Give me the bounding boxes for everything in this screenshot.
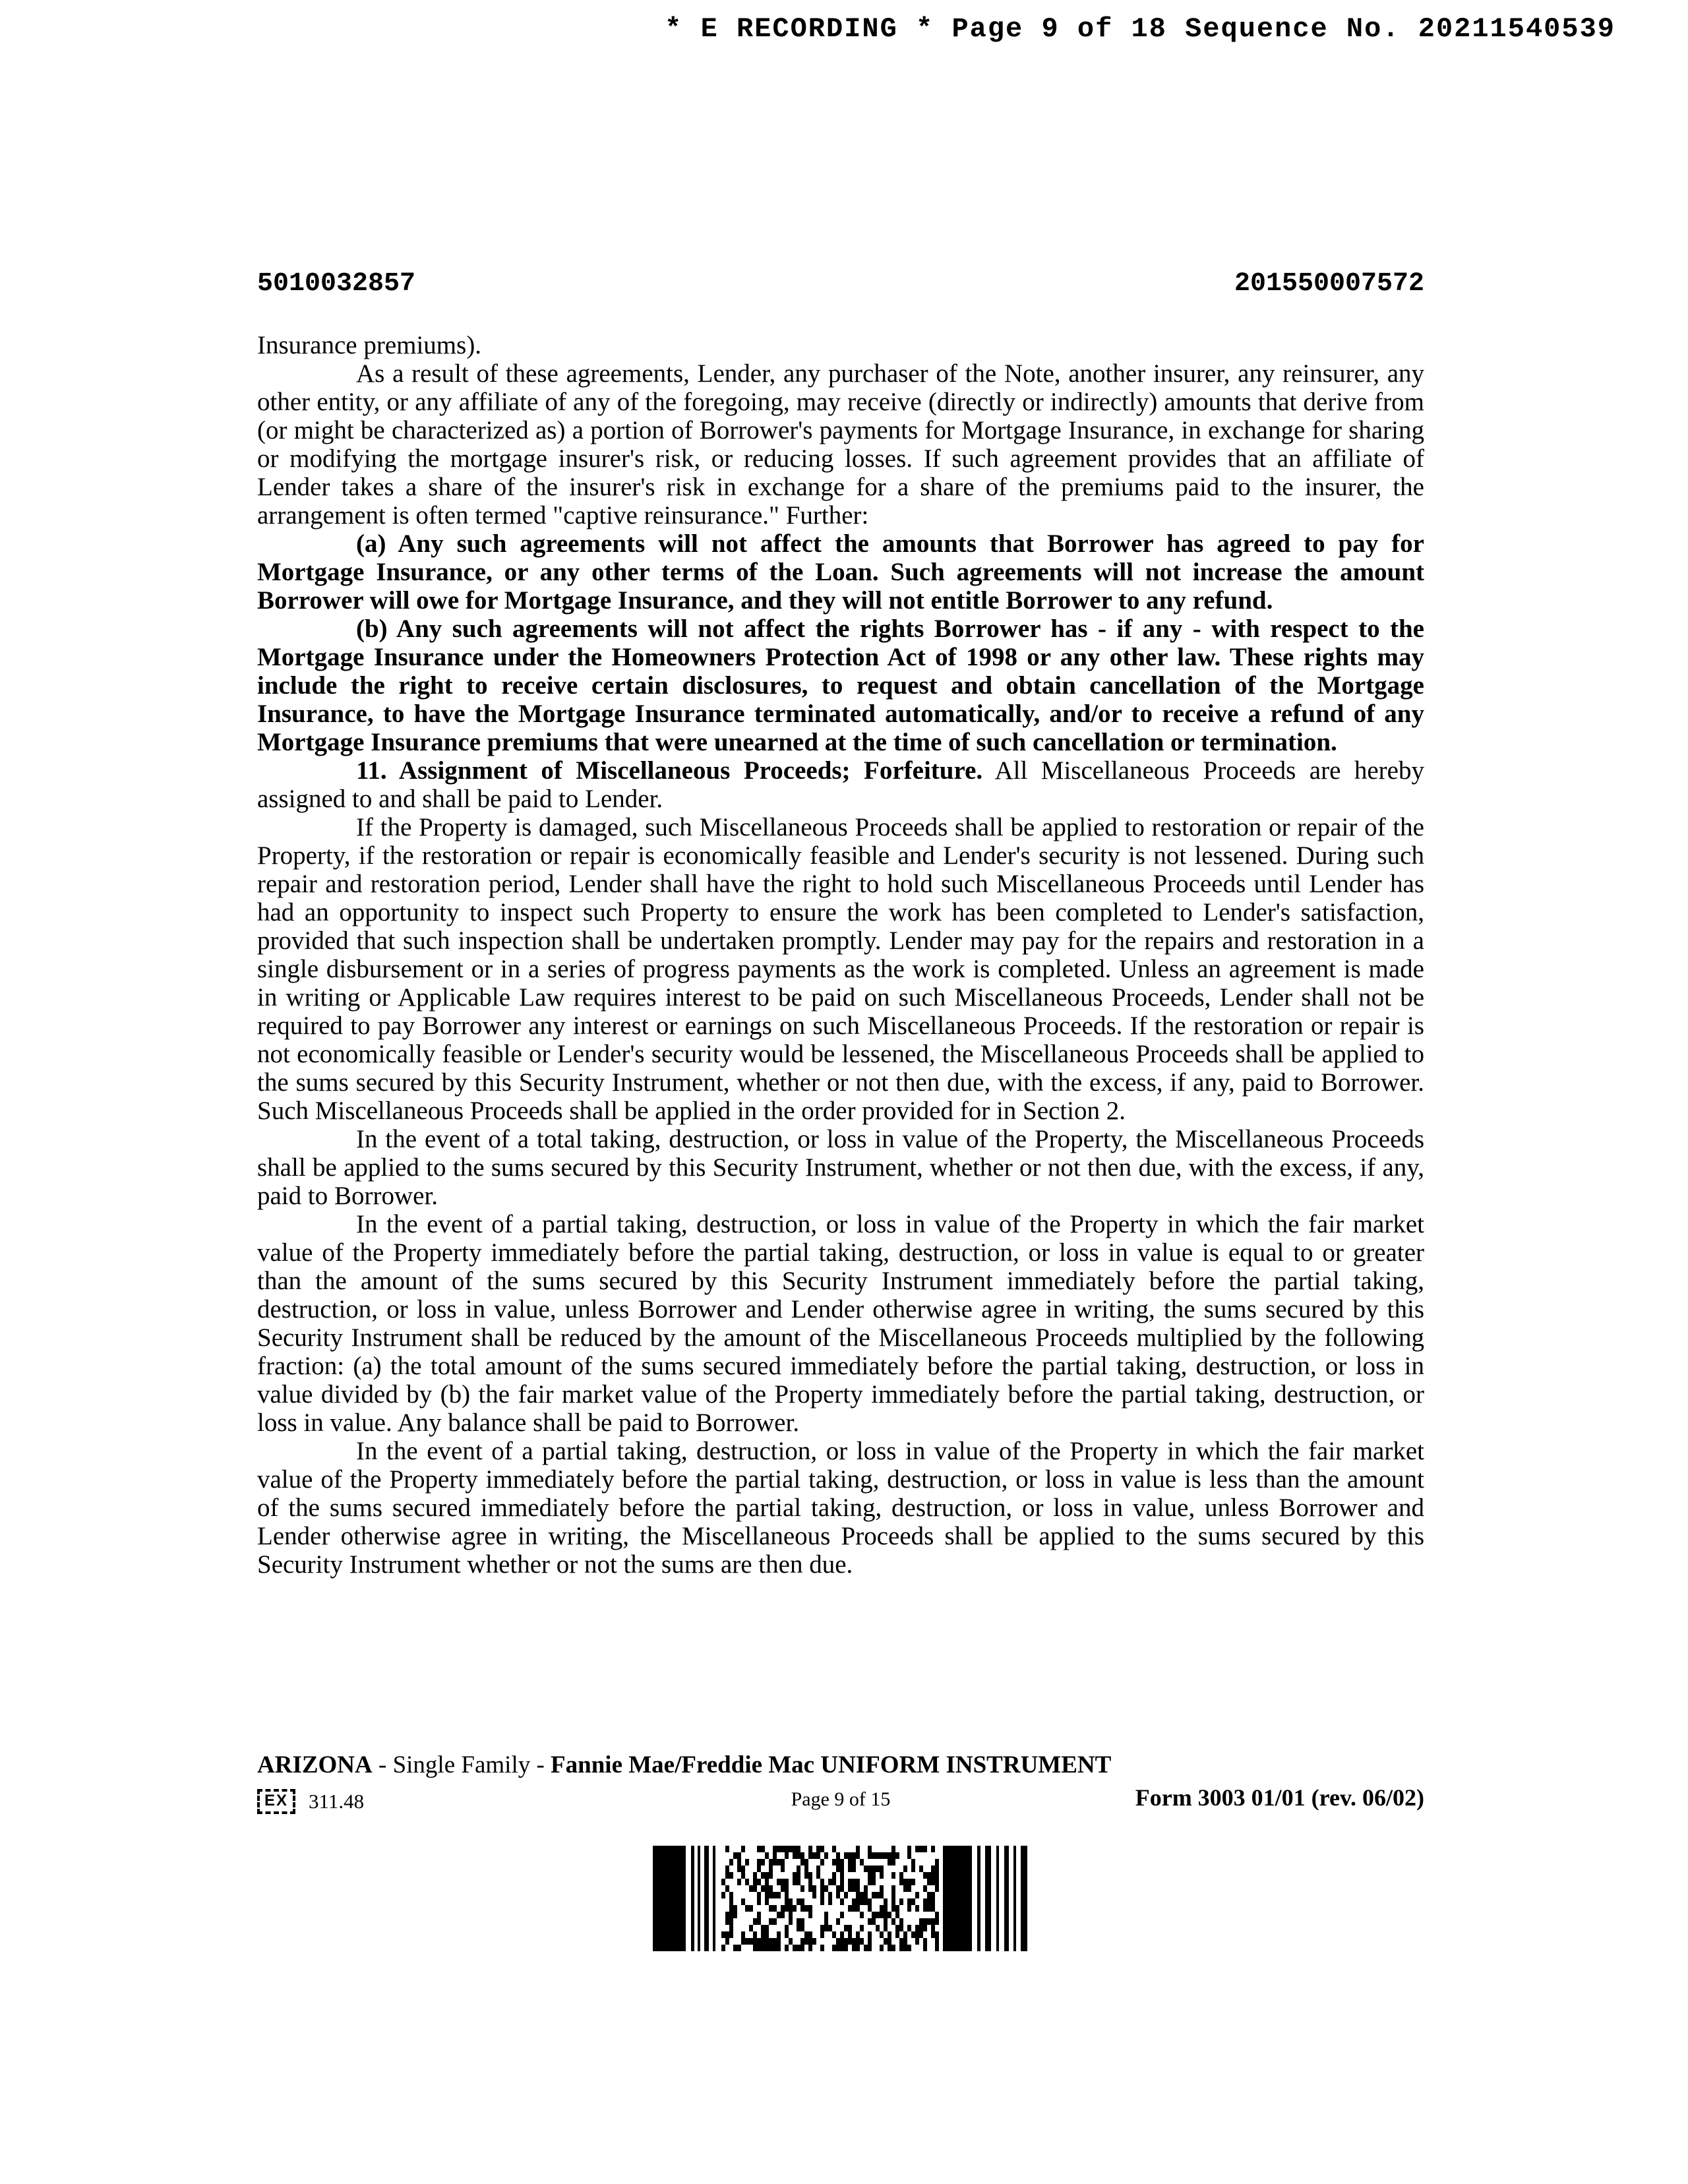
uniform-instrument-label: Fannie Mae/Freddie Mac UNIFORM INSTRUMENT — [551, 1751, 1112, 1778]
page-number-label: Page 9 of 15 — [791, 1788, 891, 1810]
sequence-barcode — [653, 1846, 1029, 1951]
paragraph-continuation: Insurance premiums). — [257, 331, 482, 359]
ex-logo-icon: EX — [257, 1789, 295, 1814]
barcode-container — [257, 1846, 1424, 1951]
paragraph-section-11 — [257, 756, 1424, 813]
document-code: 311.48 — [309, 1790, 365, 1813]
e-recording-header: * E RECORDING * Page 9 of 18 Sequence No. 20211540539 — [665, 13, 1615, 45]
instrument-title-line — [257, 1751, 1424, 1779]
document-footer — [257, 1751, 1424, 1951]
form-number-label: Form 3003 01/01 (rev. 06/02) — [1135, 1784, 1424, 1811]
single-family-label: - Single Family - — [372, 1751, 551, 1778]
document-body — [257, 331, 1424, 1579]
reference-number-row — [257, 270, 1424, 298]
form-info-line — [257, 1786, 1424, 1814]
right-reference-number: 201550007572 — [1234, 269, 1424, 299]
paragraph-clause-a: (a) Any such agreements will not affect the amounts that Borrower has agreed to pay for Mortgage Insurance, or any other terms of the Loan. Such agreements will not increase the amount Borrower will owe for Mortgage Insurance, and they will not entitle Borrower to any refund. — [257, 530, 1424, 615]
paragraph-partial-taking-less: In the event of a partial taking, destruction, or loss in value of the Property in which the fair market value of the Property immediately before the partial taking, destruction, or loss in value is less than the amount of the sums secured immediately before the partial taking, destruction, or loss in value, unless Borrower and Lender otherwise agree in writing, the Miscellaneous Proceeds shall be applied to the sums secured by this Security Instrument whether or not the sums are then due. — [257, 1437, 1424, 1579]
section-11-heading: 11. Assignment of Miscellaneous Proceeds; Forfeiture. — [356, 756, 983, 785]
footer-left-group — [257, 1789, 642, 1814]
paragraph-total-taking: In the event of a total taking, destruction, or loss in value of the Property, the Miscellaneous Proceeds shall be applied to the sums secured by this Security Instrument, whether or not then due, with the excess, if any, paid to Borrower. — [257, 1125, 1424, 1210]
left-reference-number: 5010032857 — [257, 269, 416, 299]
paragraph-partial-taking-greater: In the event of a partial taking, destruction, or loss in value of the Property in which the fair market value of the Property immediately before the partial taking, destruction, or loss in value is equal to or greater than the amount of the sums secured by this Security Instrument immediately before the partial taking, destruction, or loss in value, unless Borrower and Lender otherwise agree in writing, the sums secured by this Security Instrument shall be reduced by the amount of the Miscellaneous Proceeds multiplied by the following fraction: (a) the total amount of the sums secured immediately before the partial taking, destruction, or loss in value divided by (b) the fair market value of the Property immediately before the partial taking, destruction, or loss in value. Any balance shall be paid to Borrower. — [257, 1210, 1424, 1437]
paragraph-clause-b: (b) Any such agreements will not affect the rights Borrower has - if any - with respect to the Mortgage Insurance under the Homeowners Protection Act of 1998 or any other law. These rights may include the right to receive certain disclosures, to request and obtain cancellation of the Mortgage Insurance, to have the Mortgage Insurance terminated automatically, and/or to receive a refund of any Mortgage Insurance premiums that were unearned at the time of such cancellation or termination. — [257, 615, 1424, 756]
section-11-text: All Miscellaneous Proceeds are hereby assigned to and shall be paid to Lender. — [257, 756, 1424, 813]
paragraph-agreements: As a result of these agreements, Lender, any purchaser of the Note, another insurer, any reinsurer, any other entity, or any affiliate of any of the foregoing, may receive (directly or indirectly) amounts that derive from (or might be characterized as) a portion of Borrower's payments for Mortgage Insurance, in exchange for sharing or modifying the mortgage insurer's risk, or reducing losses. If such agreement provides that an affiliate of Lender takes a share of the insurer's risk in exchange for a share of the premiums paid to the insurer, the arrangement is often termed "captive reinsurance." Further: — [257, 359, 1424, 530]
paragraph-property-damaged: If the Property is damaged, such Miscellaneous Proceeds shall be applied to restoration or repair of the Property, if the restoration or repair is economically feasible and Lender's security is not lessened. During such repair and restoration period, Lender shall have the right to hold such Miscellaneous Proceeds until Lender has had an opportunity to inspect such Property to ensure the work has been completed to Lender's satisfaction, provided that such inspection shall be undertaken promptly. Lender may pay for the repairs and restoration in a single disbursement or in a series of progress payments as the work is completed. Unless an agreement is made in writing or Applicable Law requires interest to be paid on such Miscellaneous Proceeds, Lender shall not be required to pay Borrower any interest or earnings on such Miscellaneous Proceeds. If the restoration or repair is not economically feasible or Lender's security would be lessened, the Miscellaneous Proceeds shall be applied to the sums secured by this Security Instrument, whether or not then due, with the excess, if any, paid to Borrower. Such Miscellaneous Proceeds shall be applied in the order provided for in Section 2. — [257, 813, 1424, 1125]
state-label: ARIZONA — [257, 1751, 373, 1778]
